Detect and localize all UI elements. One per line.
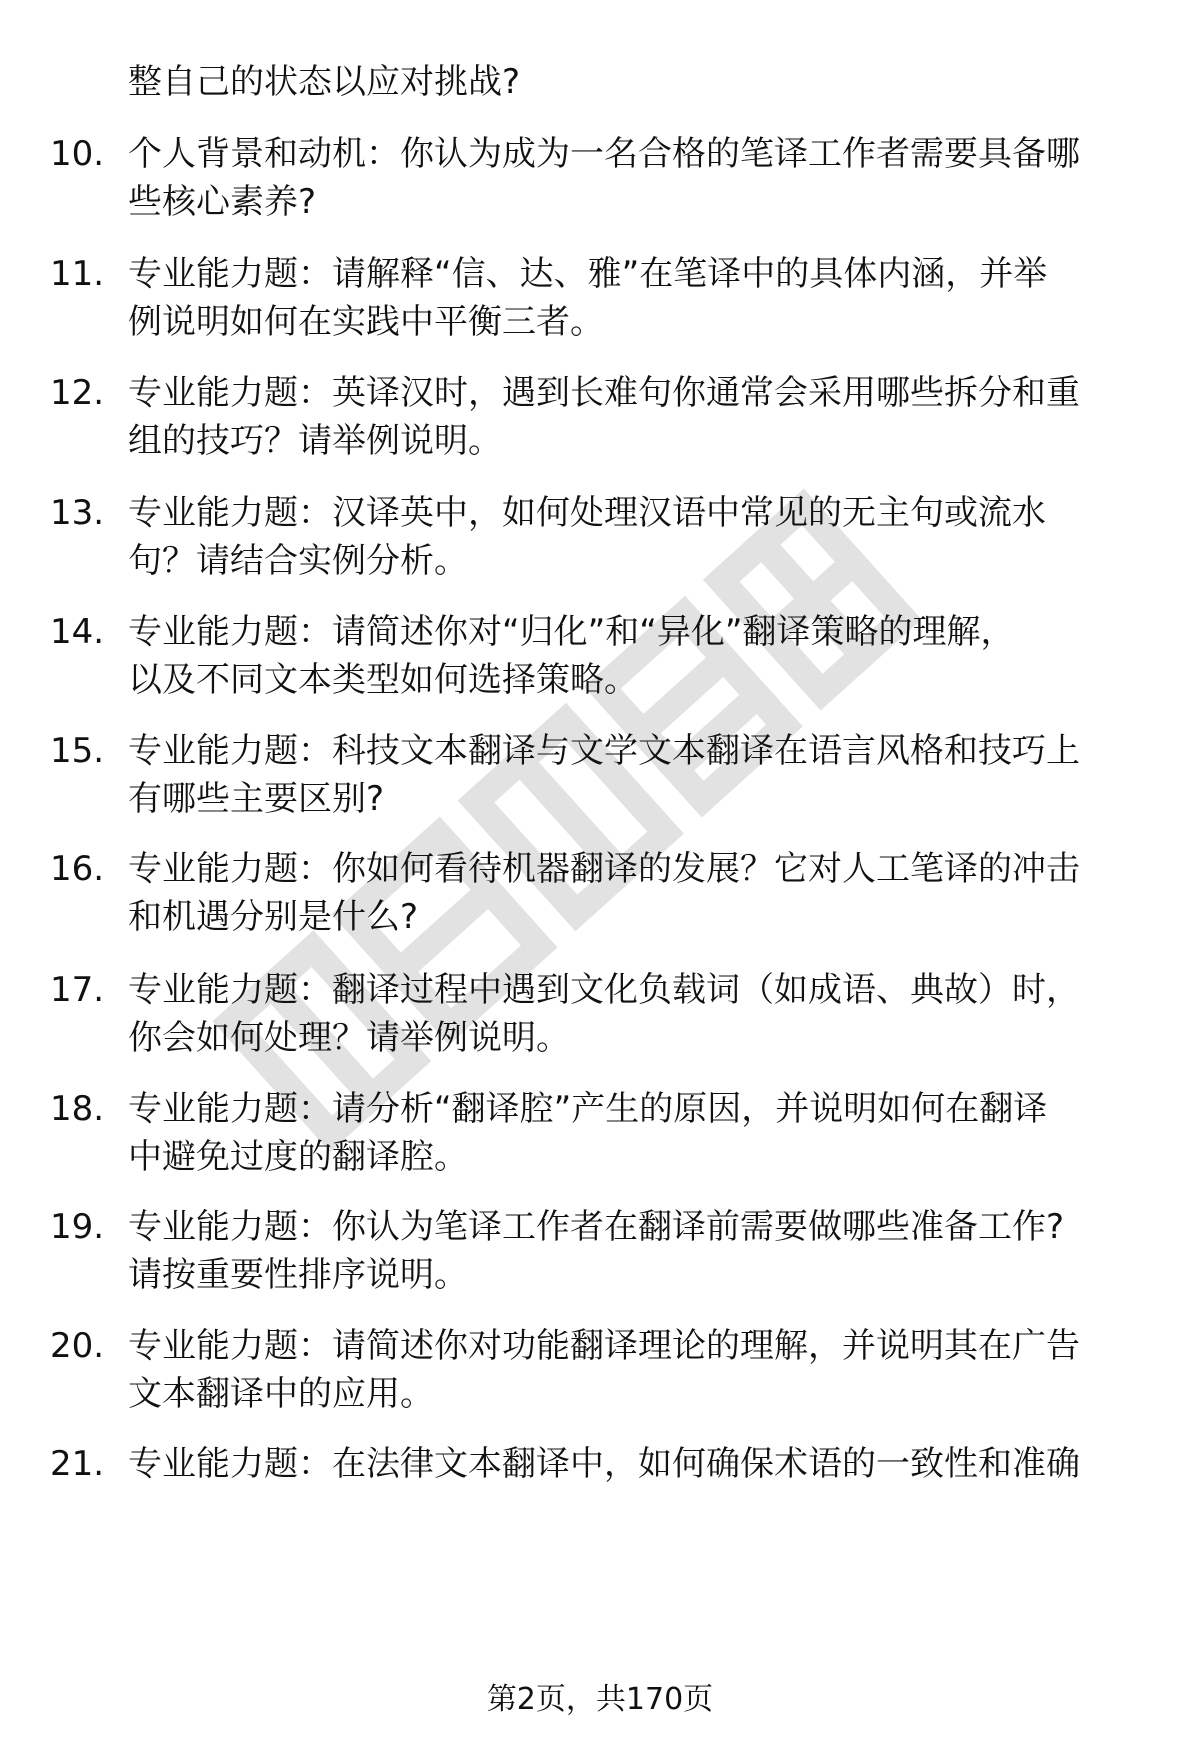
question-text-line: 请按重要性排序说明。 [128, 1255, 468, 1295]
question-number: 20. [50, 1326, 105, 1366]
question-number: 18. [50, 1089, 105, 1129]
question-text-line: 有哪些主要区别? [128, 779, 385, 819]
question-text [128, 369, 1160, 465]
question-number: 16. [50, 849, 105, 889]
question-text [128, 845, 1160, 941]
question-text-line: 文本翻译中的应用。 [128, 1374, 434, 1414]
question-item [50, 1085, 1160, 1181]
question-text-line: 以及不同文本类型如何选择策略。 [128, 660, 638, 700]
question-text-line: 例说明如何在实践中平衡三者。 [128, 302, 604, 342]
question-text-line: 些核心素养? [128, 182, 317, 222]
question-item [50, 250, 1160, 346]
question-text [128, 1440, 1160, 1488]
question-number: 15. [50, 731, 105, 771]
question-text [128, 489, 1160, 585]
question-item [50, 608, 1160, 704]
question-text-line: 专业能力题：英译汉时，遇到长难句你通常会采用哪些拆分和重 [128, 373, 1080, 413]
question-text [128, 966, 1160, 1062]
question-text-line: 专业能力题：你认为笔译工作者在翻译前需要做哪些准备工作? [128, 1207, 1065, 1247]
question-number: 11. [50, 254, 105, 294]
question-text-line: 和机遇分别是什么? [128, 897, 419, 937]
question-number: 17. [50, 970, 105, 1010]
continued-question-text: 整自己的状态以应对挑战? [128, 62, 521, 102]
question-text-line: 专业能力题：你如何看待机器翻译的发展？它对人工笔译的冲击 [128, 849, 1080, 889]
question-item [50, 1322, 1160, 1418]
question-text-line: 专业能力题：请分析“翻译腔”产生的原因，并说明如何在翻译 [128, 1089, 1048, 1129]
question-text-line: 专业能力题：请解释“信、达、雅”在笔译中的具体内涵，并举 [128, 254, 1048, 294]
question-text-line: 专业能力题：汉译英中，如何处理汉语中常见的无主句或流水 [128, 493, 1046, 533]
question-text-line: 中避免过度的翻译腔。 [128, 1137, 468, 1177]
question-item [50, 727, 1160, 823]
question-number: 12. [50, 373, 105, 413]
question-text-line: 专业能力题：科技文本翻译与文学文本翻译在语言风格和技巧上 [128, 731, 1080, 771]
question-item [50, 1440, 1160, 1488]
question-text-line: 专业能力题：请简述你对“归化”和“异化”翻译策略的理解， [128, 612, 1015, 652]
question-number: 10. [50, 134, 105, 174]
question-text [128, 1203, 1160, 1299]
question-item [50, 130, 1160, 226]
question-text [128, 608, 1160, 704]
question-number: 13. [50, 493, 105, 533]
question-text-line: 组的技巧？请举例说明。 [128, 421, 502, 461]
question-number: 14. [50, 612, 105, 652]
question-text-line: 专业能力题：翻译过程中遇到文化负载词（如成语、典故）时， [128, 970, 1080, 1010]
question-number: 21. [50, 1444, 105, 1484]
question-item [50, 489, 1160, 585]
question-text [128, 1085, 1160, 1181]
question-item [50, 966, 1160, 1062]
question-text-line: 句？请结合实例分析。 [128, 541, 468, 581]
question-number: 19. [50, 1207, 105, 1247]
question-text [128, 130, 1160, 226]
question-text-line: 你会如何处理？请举例说明。 [128, 1018, 570, 1058]
question-text-line: 个人背景和动机：你认为成为一名合格的笔译工作者需要具备哪 [128, 134, 1080, 174]
question-item [50, 845, 1160, 941]
question-text [128, 1322, 1160, 1418]
question-item [50, 1203, 1160, 1299]
question-text-line: 专业能力题：在法律文本翻译中，如何确保术语的一致性和准确 [128, 1444, 1080, 1484]
question-item [50, 369, 1160, 465]
question-text-line: 专业能力题：请简述你对功能翻译理论的理解，并说明其在广告 [128, 1326, 1080, 1366]
question-text [128, 727, 1160, 823]
page-number: 第2页，共170页 [486, 1682, 714, 1717]
question-text [128, 250, 1160, 346]
